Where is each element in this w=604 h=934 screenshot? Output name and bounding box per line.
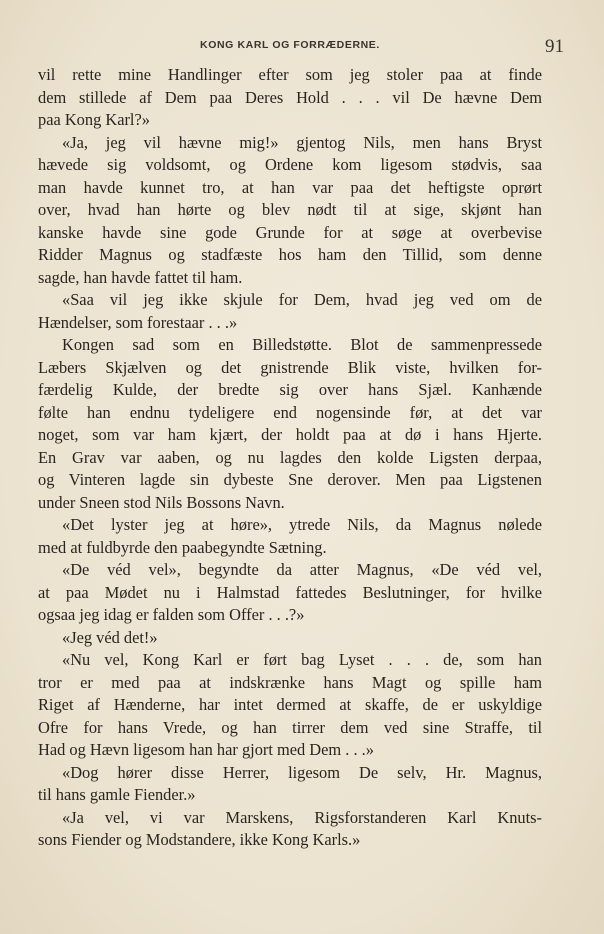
text-line: Ridder Magnus og stadfæste hos ham den Tillid, som denne bbox=[38, 245, 542, 264]
text-line: tror er med paa at indskrænke hans Magt og spille ham bbox=[38, 672, 542, 692]
page-header bbox=[38, 36, 564, 58]
page-number: 91 bbox=[545, 36, 564, 57]
text-line: Ofre for hans Vrede, og han tirrer dem ved sine Straffe, til bbox=[38, 717, 542, 737]
text-line: under Sneen stod Nils Bossons Navn. bbox=[38, 492, 285, 512]
text-line: «Ja, jeg vil hævne mig!» gjentog Nils, men hans Bryst bbox=[62, 132, 542, 152]
text-line: «Jeg véd det!» bbox=[62, 627, 158, 647]
text-line: med at fuldbyrde den paabegyndte Sætning. bbox=[38, 537, 327, 557]
text-line: Riget af Hænderne, har intet dermed at skaffe, de er uskyldige bbox=[38, 695, 542, 714]
text-line: Hændelser, som forestaar . . .» bbox=[38, 312, 238, 332]
text-line: sagde, han havde fattet til ham. bbox=[38, 267, 243, 287]
text-line: kanske havde sine gode Grunde for at søge at overbevise bbox=[38, 222, 542, 242]
text-line: til hans gamle Fiender.» bbox=[38, 785, 196, 804]
text-line: noget, som var ham kjært, der holdt paa at dø i hans Hjerte. bbox=[38, 425, 542, 444]
text-line: En Grav var aaben, og nu lagdes den kolde Ligsten derpaa, bbox=[38, 447, 542, 467]
text-line: færdelig Kulde, der bredte sig over hans Sjæl. Kanhænde bbox=[38, 380, 542, 399]
text-line: «Det lyster jeg at høre», ytrede Nils, da Magnus nølede bbox=[62, 515, 542, 534]
text-line: Læbers Skjælven og det gnistrende Blik viste, hvilken for- bbox=[38, 357, 542, 377]
text-line: «Ja vel, vi var Marskens, Rigsforstanderen Karl Knuts- bbox=[62, 807, 542, 827]
text-line: og Vinteren lagde sin dybeste Sne derover. Men paa Ligstenen bbox=[38, 470, 542, 489]
text-line: Had og Hævn ligesom han har gjort med Dem . . .» bbox=[38, 740, 374, 759]
text-line: paa Kong Karl?» bbox=[38, 110, 150, 129]
text-line: dem stillede af Dem paa Deres Hold . . . vil De hævne Dem bbox=[38, 87, 542, 107]
running-head: KONG KARL OG FORRÆDERNE. bbox=[200, 39, 380, 51]
text-line: vil rette mine Handlinger efter som jeg stoler paa at finde bbox=[38, 65, 542, 84]
text-line: man havde kunnet tro, at han var paa det heftigste oprørt bbox=[38, 177, 542, 197]
text-line: at paa Mødet nu i Halmstad fattedes Beslutninger, for hvilke bbox=[38, 582, 542, 602]
text-line: Kongen sad som en Billedstøtte. Blot de sammenpressede bbox=[62, 335, 542, 354]
text-line: sons Fiender og Modstandere, ikke Kong Karls.» bbox=[38, 830, 361, 849]
text-line: hævede sig voldsomt, og Ordene kom ligesom stødvis, saa bbox=[38, 155, 542, 174]
text-line: over, hvad han hørte og blev nødt til at sige, skjønt han bbox=[38, 200, 542, 219]
body-text bbox=[38, 64, 542, 852]
text-line: «Dog hører disse Herrer, ligesom De selv, Hr. Magnus, bbox=[62, 762, 542, 782]
text-line: «Saa vil jeg ikke skjule for Dem, hvad jeg ved om de bbox=[62, 290, 542, 309]
text-line: «Nu vel, Kong Karl er ført bag Lyset . . . de, som han bbox=[62, 650, 542, 669]
text-line: «De véd vel», begyndte da atter Magnus, «De véd vel, bbox=[62, 560, 542, 579]
text-line: ogsaa jeg idag er falden som Offer . . .?» bbox=[38, 605, 305, 624]
text-line: følte han endnu tydeligere end nogensinde før, at det var bbox=[38, 402, 542, 422]
